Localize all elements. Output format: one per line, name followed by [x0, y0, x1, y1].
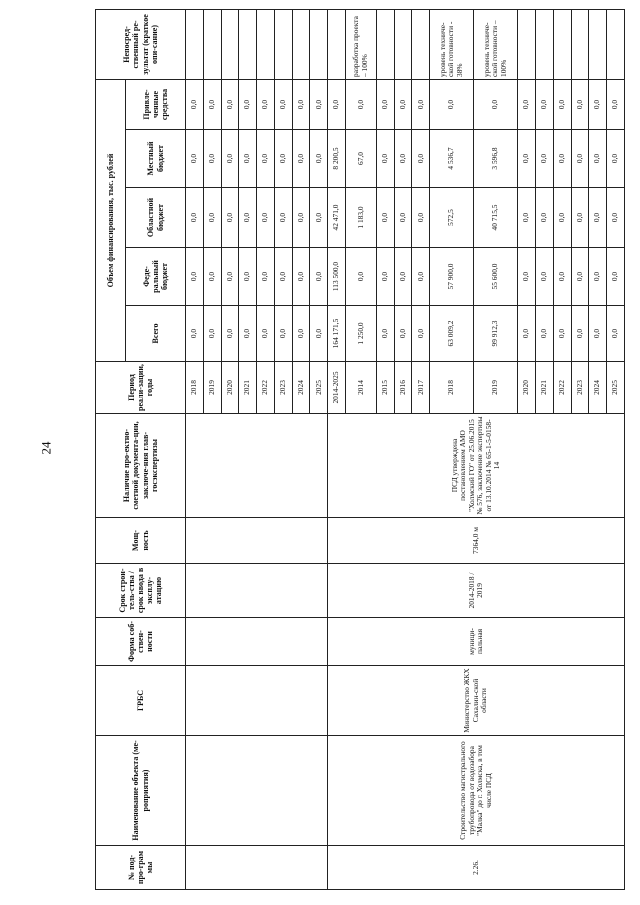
attracted-cell: 0,0: [394, 80, 412, 130]
header-num: № под-про-грам мы: [96, 846, 186, 890]
total-cell: 164 171,5: [328, 306, 346, 362]
federal-cell: 0,0: [257, 248, 275, 306]
period-cell: 2021: [239, 362, 257, 414]
result-cell: [328, 10, 346, 80]
regional-cell: 0,0: [394, 188, 412, 248]
result-cell: [274, 10, 292, 80]
total-cell: 0,0: [536, 306, 554, 362]
regional-cell: 0,0: [186, 188, 204, 248]
total-cell: 0,0: [394, 306, 412, 362]
empty-psd-cell: [186, 414, 328, 518]
local-cell: 0,0: [221, 130, 239, 188]
regional-cell: 0,0: [607, 188, 625, 248]
regional-cell: 0,0: [292, 188, 310, 248]
federal-cell: 0,0: [186, 248, 204, 306]
local-cell: 0,0: [553, 130, 571, 188]
period-cell: 2019: [474, 362, 518, 414]
federal-cell: 0,0: [376, 248, 394, 306]
regional-cell: 0,0: [203, 188, 221, 248]
project-capacity: 7364,0 м: [328, 518, 625, 564]
local-cell: 0,0: [257, 130, 275, 188]
header-federal: Феде-ральный бюджет: [126, 248, 186, 306]
header-capacity: Мощ-ность: [96, 518, 186, 564]
federal-cell: 0,0: [571, 248, 589, 306]
total-cell: 0,0: [292, 306, 310, 362]
regional-cell: 0,0: [257, 188, 275, 248]
period-cell: 2025: [310, 362, 328, 414]
empty-ownership-cell: [186, 618, 328, 666]
total-cell: 0,0: [186, 306, 204, 362]
local-cell: 0,0: [376, 130, 394, 188]
result-cell: [607, 10, 625, 80]
header-local: Местный бюджет: [126, 130, 186, 188]
regional-cell: 0,0: [518, 188, 536, 248]
page-number: 24: [38, 441, 54, 455]
total-cell: 0,0: [274, 306, 292, 362]
result-cell: [412, 10, 430, 80]
period-cell: 2021: [536, 362, 554, 414]
local-cell: 0,0: [186, 130, 204, 188]
period-cell: 2019: [203, 362, 221, 414]
result-cell: [203, 10, 221, 80]
local-cell: 3 596,8: [474, 130, 518, 188]
result-cell: [310, 10, 328, 80]
total-cell: 0,0: [376, 306, 394, 362]
local-cell: 0,0: [518, 130, 536, 188]
header-grbs: ГРБС: [96, 666, 186, 736]
total-cell: 0,0: [257, 306, 275, 362]
period-cell: 2022: [257, 362, 275, 414]
regional-cell: 572,5: [430, 188, 474, 248]
regional-cell: 0,0: [221, 188, 239, 248]
table-body-item-2-26: [328, 10, 625, 890]
header-attracted: Привле-ченные средства: [126, 80, 186, 130]
local-cell: 0,0: [310, 130, 328, 188]
period-cell: 2018: [186, 362, 204, 414]
project-name: Строительство магистрального трубопровода от водозабора "Малка" до г. Холмска, в том числе ПСД: [328, 736, 625, 846]
total-cell: 63 009,2: [430, 306, 474, 362]
period-cell: 2014: [345, 362, 376, 414]
result-cell: [257, 10, 275, 80]
result-cell: уровень техниче-ской готовности – 100%: [474, 10, 518, 80]
financing-table: [95, 9, 625, 890]
rotated-table-wrapper: [95, 10, 625, 890]
federal-cell: 0,0: [518, 248, 536, 306]
period-cell: 2017: [412, 362, 430, 414]
regional-cell: 1 183,0: [345, 188, 376, 248]
result-cell: уровень техниче-ской готовности - 38%: [430, 10, 474, 80]
local-cell: 0,0: [607, 130, 625, 188]
result-cell: [221, 10, 239, 80]
project-psd: ПСД утверждена постановлением АМО "Холмский ГО" от 25.06.2015 № 576, заключение экспертизы от 13.10.2014 № 65-1-5-0158-14: [328, 414, 625, 518]
attracted-cell: 0,0: [518, 80, 536, 130]
attracted-cell: 0,0: [203, 80, 221, 130]
total-cell: 0,0: [239, 306, 257, 362]
header-ownership: Форма соб-ствен-ности: [96, 618, 186, 666]
empty-capacity-cell: [186, 518, 328, 564]
federal-cell: 0,0: [221, 248, 239, 306]
regional-cell: 0,0: [589, 188, 607, 248]
federal-cell: 113 500,0: [328, 248, 346, 306]
local-cell: 8 200,5: [328, 130, 346, 188]
table-body-previous-item: [186, 10, 328, 890]
regional-cell: 0,0: [239, 188, 257, 248]
result-cell: [536, 10, 554, 80]
period-cell: 2024: [292, 362, 310, 414]
period-cell: 2025: [607, 362, 625, 414]
local-cell: 4 536,7: [430, 130, 474, 188]
header-regional: Областной бюджет: [126, 188, 186, 248]
header-term: Срок строи-тель-ства / срок ввода в эксплу-атацию: [96, 564, 186, 618]
local-cell: 0,0: [589, 130, 607, 188]
result-cell: [571, 10, 589, 80]
attracted-cell: 0,0: [430, 80, 474, 130]
attracted-cell: 0,0: [553, 80, 571, 130]
attracted-cell: 0,0: [257, 80, 275, 130]
empty-name-cell: [186, 736, 328, 846]
period-cell: 2020: [518, 362, 536, 414]
federal-cell: 0,0: [589, 248, 607, 306]
federal-cell: 0,0: [412, 248, 430, 306]
regional-cell: 0,0: [376, 188, 394, 248]
attracted-cell: 0,0: [310, 80, 328, 130]
project-grbs: Министерство ЖКХ Сахалин-ской области: [328, 666, 625, 736]
attracted-cell: 0,0: [412, 80, 430, 130]
total-cell: 0,0: [310, 306, 328, 362]
attracted-cell: 0,0: [274, 80, 292, 130]
federal-cell: 0,0: [536, 248, 554, 306]
regional-cell: 0,0: [536, 188, 554, 248]
empty-num-cell: [186, 846, 328, 890]
total-cell: 0,0: [203, 306, 221, 362]
federal-cell: 0,0: [292, 248, 310, 306]
attracted-cell: 0,0: [239, 80, 257, 130]
local-cell: 0,0: [203, 130, 221, 188]
local-cell: 0,0: [536, 130, 554, 188]
total-cell: 0,0: [518, 306, 536, 362]
total-cell: 0,0: [571, 306, 589, 362]
attracted-cell: 0,0: [607, 80, 625, 130]
header-result: Непосред-ственный ре-зультат (краткое опи-сание): [96, 10, 186, 80]
period-cell: 2020: [221, 362, 239, 414]
attracted-cell: 0,0: [589, 80, 607, 130]
federal-cell: 0,0: [607, 248, 625, 306]
attracted-cell: 0,0: [292, 80, 310, 130]
regional-cell: 0,0: [274, 188, 292, 248]
regional-cell: 0,0: [571, 188, 589, 248]
federal-cell: 0,0: [239, 248, 257, 306]
federal-cell: 0,0: [394, 248, 412, 306]
result-cell: [589, 10, 607, 80]
header-period: Период реали-зации, годы: [96, 362, 186, 414]
header-name: Наименование объекта (ме-роприятия): [96, 736, 186, 846]
total-cell: 0,0: [221, 306, 239, 362]
attracted-cell: 0,0: [345, 80, 376, 130]
period-cell: 2015: [376, 362, 394, 414]
result-cell: [239, 10, 257, 80]
total-cell: 0,0: [589, 306, 607, 362]
result-cell: разработка проекта – 100%: [345, 10, 376, 80]
total-cell: 1 250,0: [345, 306, 376, 362]
federal-cell: 0,0: [274, 248, 292, 306]
local-cell: 0,0: [274, 130, 292, 188]
result-cell: [394, 10, 412, 80]
total-cell: 0,0: [607, 306, 625, 362]
total-cell: 0,0: [553, 306, 571, 362]
period-cell: 2014-2025: [328, 362, 346, 414]
federal-cell: 0,0: [345, 248, 376, 306]
header-psd: Наличие про-ектно-сметной документа-ции, заключе-ния глав-госэкспертизы: [96, 414, 186, 518]
federal-cell: 0,0: [310, 248, 328, 306]
table-container: [95, 10, 625, 890]
regional-cell: 42 471,0: [328, 188, 346, 248]
regional-cell: 0,0: [310, 188, 328, 248]
period-cell: 2023: [274, 362, 292, 414]
regional-cell: 40 715,5: [474, 188, 518, 248]
regional-cell: 0,0: [412, 188, 430, 248]
local-cell: 0,0: [571, 130, 589, 188]
attracted-cell: 0,0: [186, 80, 204, 130]
header-funding-group: Объем финансирования, тыс. рублей: [96, 80, 126, 362]
project-term: 2014-2018 / 2019: [328, 564, 625, 618]
regional-cell: 0,0: [553, 188, 571, 248]
project-num: 2.26.: [328, 846, 625, 890]
project-ownership: муници-пальная: [328, 618, 625, 666]
total-cell: 99 912,3: [474, 306, 518, 362]
local-cell: 0,0: [239, 130, 257, 188]
period-cell: 2022: [553, 362, 571, 414]
result-cell: [376, 10, 394, 80]
empty-grbs-cell: [186, 666, 328, 736]
attracted-cell: 0,0: [221, 80, 239, 130]
period-cell: 2018: [430, 362, 474, 414]
result-cell: [518, 10, 536, 80]
period-cell: 2024: [589, 362, 607, 414]
empty-term-cell: [186, 564, 328, 618]
period-cell: 2023: [571, 362, 589, 414]
local-cell: 0,0: [412, 130, 430, 188]
total-cell: 0,0: [412, 306, 430, 362]
attracted-cell: 0,0: [571, 80, 589, 130]
attracted-cell: 0,0: [376, 80, 394, 130]
federal-cell: 0,0: [203, 248, 221, 306]
attracted-cell: 0,0: [328, 80, 346, 130]
period-cell: 2016: [394, 362, 412, 414]
federal-cell: 55 600,0: [474, 248, 518, 306]
federal-cell: 57 900,0: [430, 248, 474, 306]
federal-cell: 0,0: [553, 248, 571, 306]
attracted-cell: 0,0: [536, 80, 554, 130]
result-cell: [186, 10, 204, 80]
local-cell: 0,0: [292, 130, 310, 188]
result-cell: [553, 10, 571, 80]
header-total: Всего: [126, 306, 186, 362]
attracted-cell: 0,0: [474, 80, 518, 130]
result-cell: [292, 10, 310, 80]
local-cell: 67,0: [345, 130, 376, 188]
local-cell: 0,0: [394, 130, 412, 188]
